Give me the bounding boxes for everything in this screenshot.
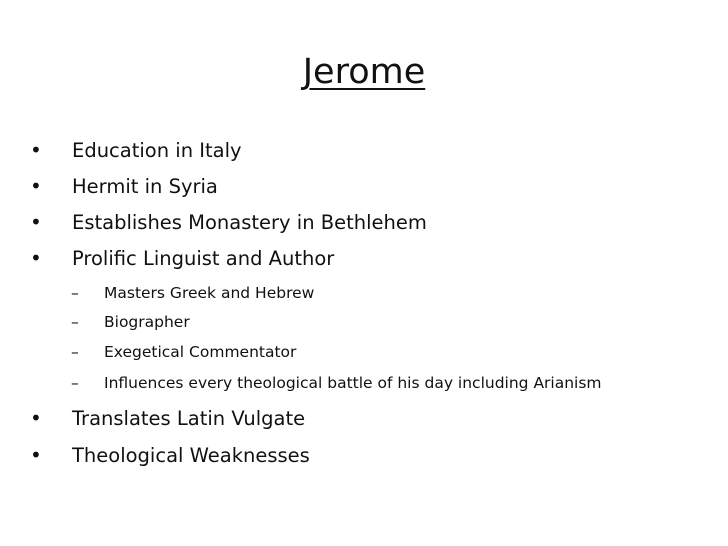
sub-item-commentator [71,341,296,363]
sub-item-text: Masters Greek and Hebrew [104,284,315,302]
bullet-text: Hermit in Syria [72,175,218,198]
sub-item-greek-hebrew [71,282,314,304]
dash-icon: – [71,313,79,331]
bullet-icon: • [30,138,42,162]
bullet-icon: • [30,406,42,430]
sub-item-influences [71,372,602,394]
bullet-text: Establishes Monastery in Bethlehem [72,211,427,234]
bullet-icon: • [30,443,42,467]
sub-item-text: Biographer [104,313,190,331]
bullet-item-weaknesses [30,441,310,470]
bullet-text: Education in Italy [72,139,242,162]
sub-item-text: Exegetical Commentator [104,343,297,361]
bullet-item-education [30,136,242,165]
bullet-item-hermit [30,172,218,201]
bullet-text: Prolific Linguist and Author [72,247,335,270]
bullet-icon: • [30,174,42,198]
dash-icon: – [71,284,79,302]
bullet-item-linguist [30,244,334,273]
slide-title: Jerome [302,52,426,92]
bullet-icon: • [30,246,42,270]
sub-item-text: Influences every theological battle of his day including Arianism [104,374,602,392]
dash-icon: – [71,374,79,392]
bullet-text: Translates Latin Vulgate [72,407,306,430]
sub-item-biographer [71,311,190,333]
bullet-item-monastery [30,208,427,237]
bullet-text: Theological Weaknesses [72,444,310,467]
bullet-item-vulgate [30,404,305,433]
bullet-icon: • [30,210,42,234]
dash-icon: – [71,343,79,361]
